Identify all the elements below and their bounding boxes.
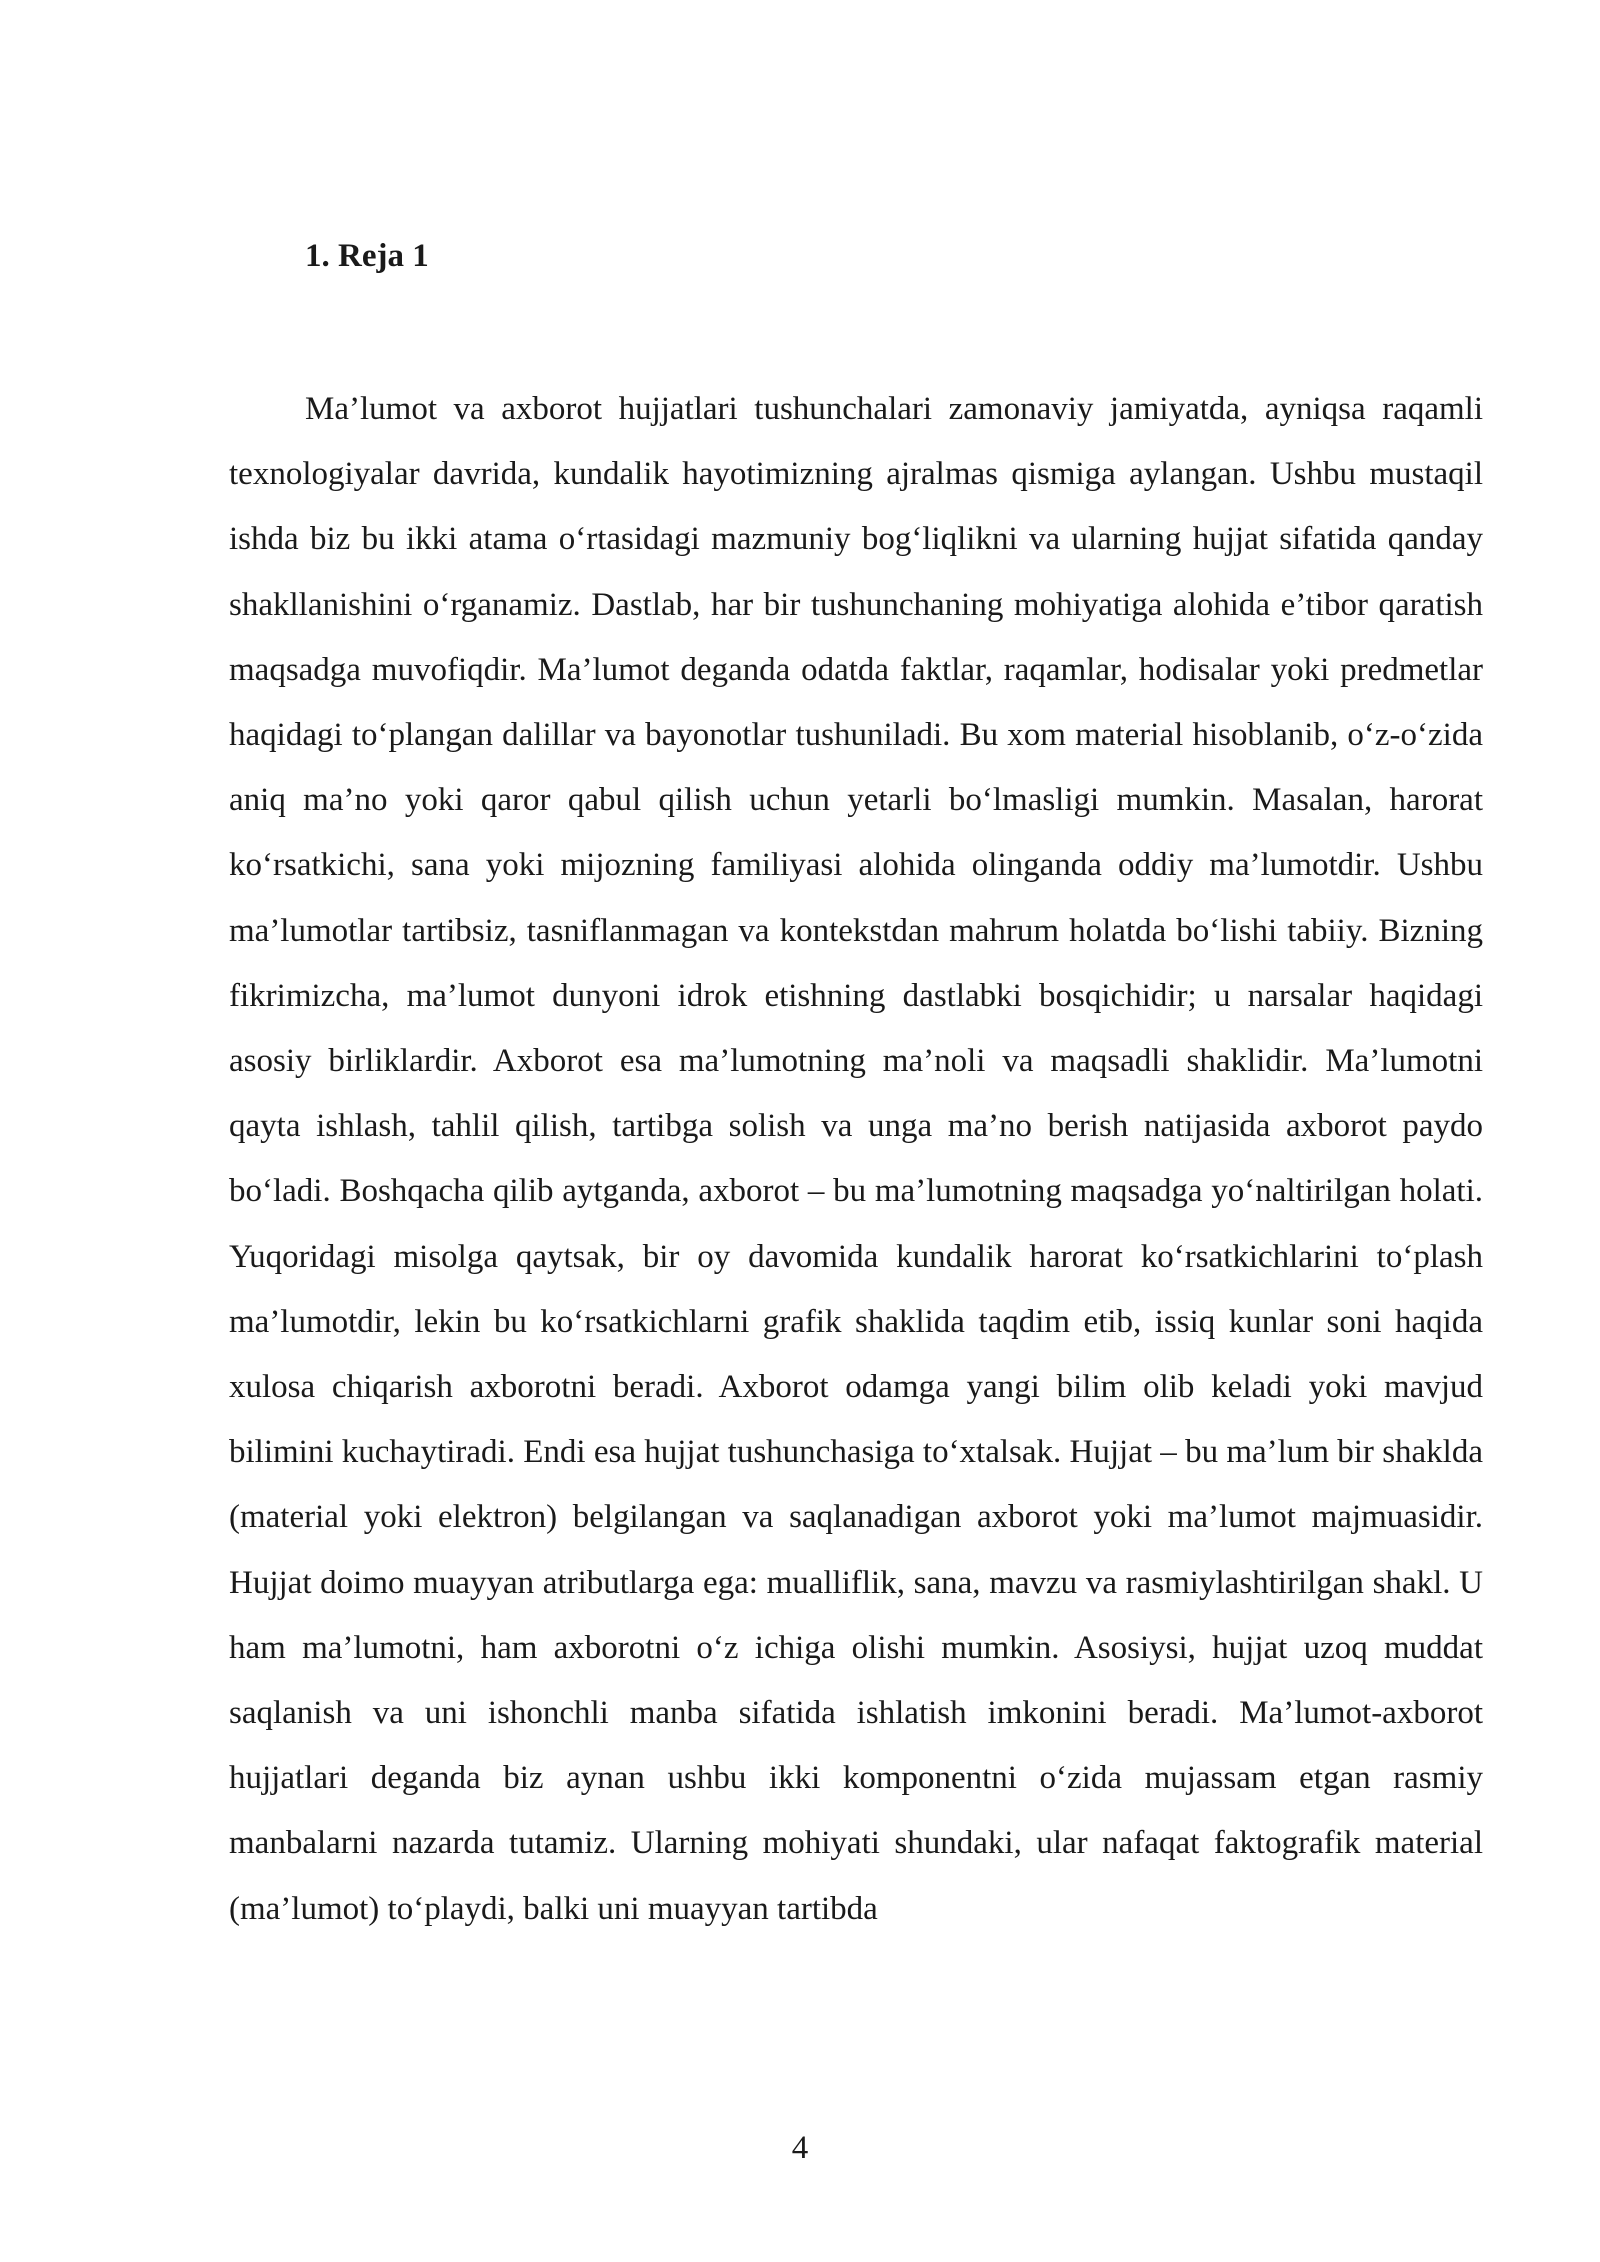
body-paragraph: Ma’lumot va axborot hujjatlari tushunchalari zamonaviy jamiyatda, ayniqsa raqamli texnologiyalar davrida, kundalik hayotimizning ajralmas qismiga aylangan. Ushbu mustaqil ishda biz bu ikki atama o‘rtasidagi mazmuniy bog‘liqlikni va ularning hujjat sifatida qanday shakllanishini o‘rganamiz. Dastlab, har bir tushunchaning mohiyatiga alohida e’tibor qaratish maqsadga muvofiqdir. Ma’lumot deganda odatda faktlar, raqamlar, hodisalar yoki predmetlar haqidagi to‘plangan dalillar va bayonotlar tushuniladi. Bu xom material hisoblanib, o‘z-o‘zida aniq ma’no yoki qaror qabul qilish uchun yetarli bo‘lmasligi mumkin. Masalan, harorat ko‘rsatkichi, sana yoki mijozning familiyasi alohida olinganda oddiy ma’lumotdir. Ushbu ma’lumotlar tartibsiz, tasniflanmagan va kontekstdan mahrum holatda bo‘lishi tabiiy. Bizning fikrimizcha, ma’lumot dunyoni idrok etishning dastlabki bosqichidir; u narsalar haqidagi asosiy birliklardir. Axborot esa ma’lumotning ma’noli va maqsadli shaklidir. Ma’lumotni qayta ishlash, tahlil qilish, tartibga solish va unga ma’no berish natijasida axborot paydo bo‘ladi. Boshqacha qilib aytganda, axborot – bu ma’lumotning maqsadga yo‘naltirilgan holati. Yuqoridagi misolga qaytsak, bir oy davomida kundalik harorat ko‘rsatkichlarini to‘plash ma’lumotdir, lekin bu ko‘rsatkichlarni grafik shaklida taqdim etib, issiq kunlar soni haqida xulosa chiqarish axborotni beradi. Axborot odamga yangi bilim olib keladi yoki mavjud bilimini kuchaytiradi. Endi esa hujjat tushunchasiga to‘xtalsak. Hujjat – bu ma’lum bir shaklda (material yoki elektron) belgilangan va saqlanadigan axborot yoki ma’lumot majmuasidir. Hujjat doimo muayyan atributlarga ega: mualliflik, sana, mavzu va rasmiylashtirilgan shakl. U ham ma’lumotni, ham axborotni o‘z ichiga olishi mumkin. Asosiysi, hujjat uzoq muddat saqlanish va uni ishonchli manba sifatida ishlatish imkonini beradi. Ma’lumot-axborot hujjatlari deganda biz aynan ushbu ikki komponentni o‘zida mujassam etgan rasmiy manbalarni nazarda tutamiz. Ularning mohiyati shundaki, ular nafaqat faktografik material (ma’lumot) to‘playdi, balki uni muayyan tartibda [229,391,1483,1927]
section-heading: 1. Reja 1 [305,238,429,274]
page-number: 4 [791,2130,809,2166]
